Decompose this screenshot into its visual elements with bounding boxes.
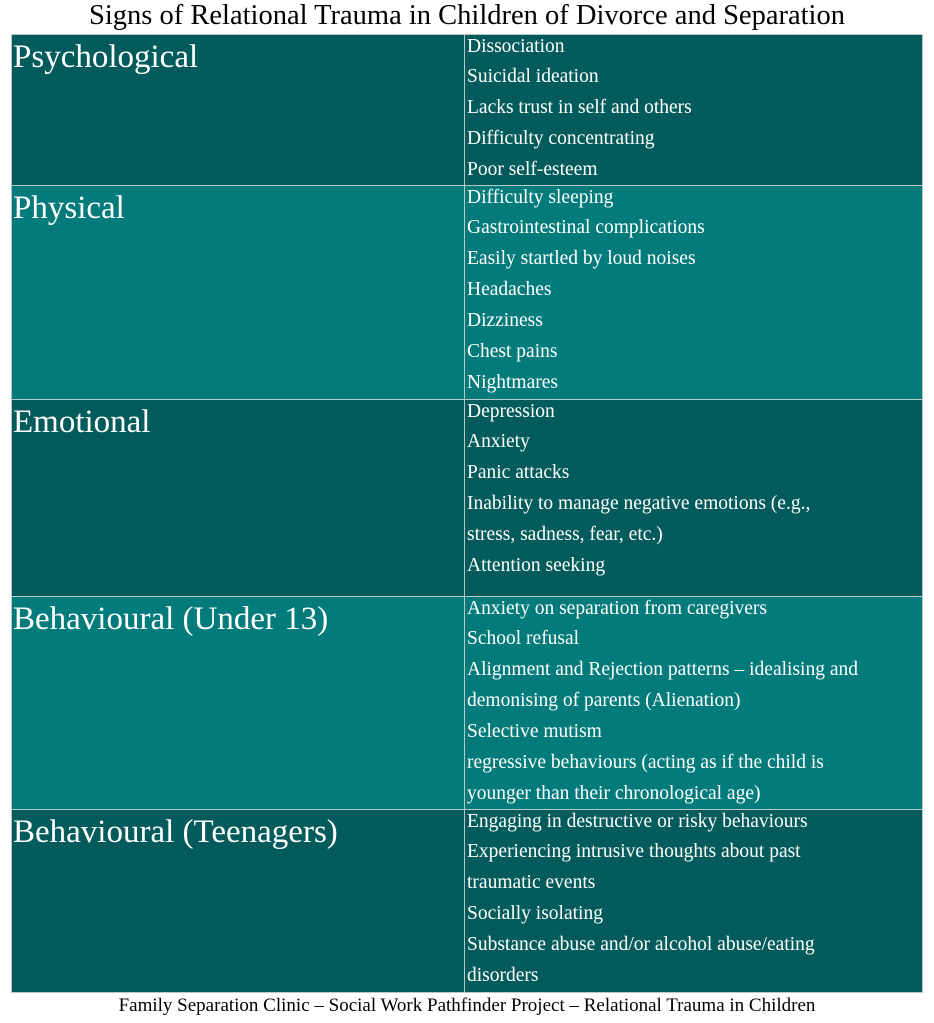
sign-item: Substance abuse and/or alcohol abuse/eating bbox=[467, 934, 815, 955]
sign-item: disorders bbox=[467, 965, 539, 986]
category-label-behavioural-under-13: Behavioural (Under 13) bbox=[13, 601, 329, 637]
sign-item: regressive behaviours (acting as if the child is bbox=[467, 752, 824, 773]
signs-cell bbox=[465, 35, 923, 186]
table-row-physical bbox=[12, 186, 923, 400]
sign-list-physical bbox=[465, 186, 922, 398]
table-row-behavioural-teenagers bbox=[12, 810, 923, 993]
sign-item: traumatic events bbox=[467, 872, 596, 893]
category-label-psychological: Psychological bbox=[13, 39, 199, 75]
trauma-signs-table bbox=[11, 34, 923, 993]
sign-item: Depression bbox=[467, 401, 555, 422]
category-cell bbox=[12, 597, 465, 810]
sign-item: Inability to manage negative emotions (e.g., bbox=[467, 493, 811, 514]
sign-item: Difficulty concentrating bbox=[467, 128, 655, 149]
category-cell bbox=[12, 35, 465, 186]
sign-item: Poor self-esteem bbox=[467, 159, 598, 180]
sign-list-behavioural-teenagers bbox=[465, 810, 922, 991]
sign-item: Alignment and Rejection patterns – idealising and bbox=[467, 659, 858, 680]
sign-item: School refusal bbox=[467, 628, 580, 649]
signs-cell bbox=[465, 597, 923, 810]
sign-item: Lacks trust in self and others bbox=[467, 97, 692, 118]
category-cell bbox=[12, 400, 465, 597]
sign-item: Socially isolating bbox=[467, 903, 603, 924]
page-footer: Family Separation Clinic – Social Work Pathfinder Project – Relational Trauma in Children bbox=[118, 995, 816, 1016]
page-title: Signs of Relational Trauma in Children of Divorce and Separation bbox=[89, 0, 845, 31]
sign-item: Dizziness bbox=[467, 310, 543, 331]
signs-cell bbox=[465, 400, 923, 597]
sign-item: Nightmares bbox=[467, 372, 558, 393]
sign-list-behavioural-under-13 bbox=[465, 597, 922, 809]
sign-item: Experiencing intrusive thoughts about past bbox=[467, 841, 801, 862]
sign-item: Anxiety bbox=[467, 431, 530, 452]
category-label-emotional: Emotional bbox=[13, 404, 151, 440]
sign-item: Gastrointestinal complications bbox=[467, 217, 705, 238]
sign-item: stress, sadness, fear, etc.) bbox=[467, 524, 663, 545]
sign-item: Headaches bbox=[467, 279, 552, 300]
sign-item: younger than their chronological age) bbox=[467, 783, 761, 804]
sign-item: Anxiety on separation from caregivers bbox=[467, 598, 767, 619]
sign-item: Engaging in destructive or risky behaviours bbox=[467, 811, 808, 832]
signs-cell bbox=[465, 810, 923, 993]
sign-item: Panic attacks bbox=[467, 462, 570, 483]
category-cell bbox=[12, 810, 465, 993]
table-row-psychological bbox=[12, 35, 923, 186]
sign-item: Suicidal ideation bbox=[467, 66, 599, 87]
table-row-emotional bbox=[12, 400, 923, 597]
sign-item: Dissociation bbox=[467, 36, 565, 57]
signs-cell bbox=[465, 186, 923, 400]
sign-list-psychological bbox=[465, 35, 922, 185]
sign-item: Attention seeking bbox=[467, 555, 606, 576]
sign-item: demonising of parents (Alienation) bbox=[467, 690, 741, 711]
sign-list-emotional bbox=[465, 400, 922, 581]
sign-item: Chest pains bbox=[467, 341, 558, 362]
category-label-physical: Physical bbox=[13, 190, 125, 226]
category-cell bbox=[12, 186, 465, 400]
sign-item: Selective mutism bbox=[467, 721, 602, 742]
table-row-behavioural-under-13 bbox=[12, 597, 923, 810]
sign-item: Easily startled by loud noises bbox=[467, 248, 696, 269]
category-label-behavioural-teenagers: Behavioural (Teenagers) bbox=[13, 814, 338, 850]
sign-item: Difficulty sleeping bbox=[467, 187, 614, 208]
